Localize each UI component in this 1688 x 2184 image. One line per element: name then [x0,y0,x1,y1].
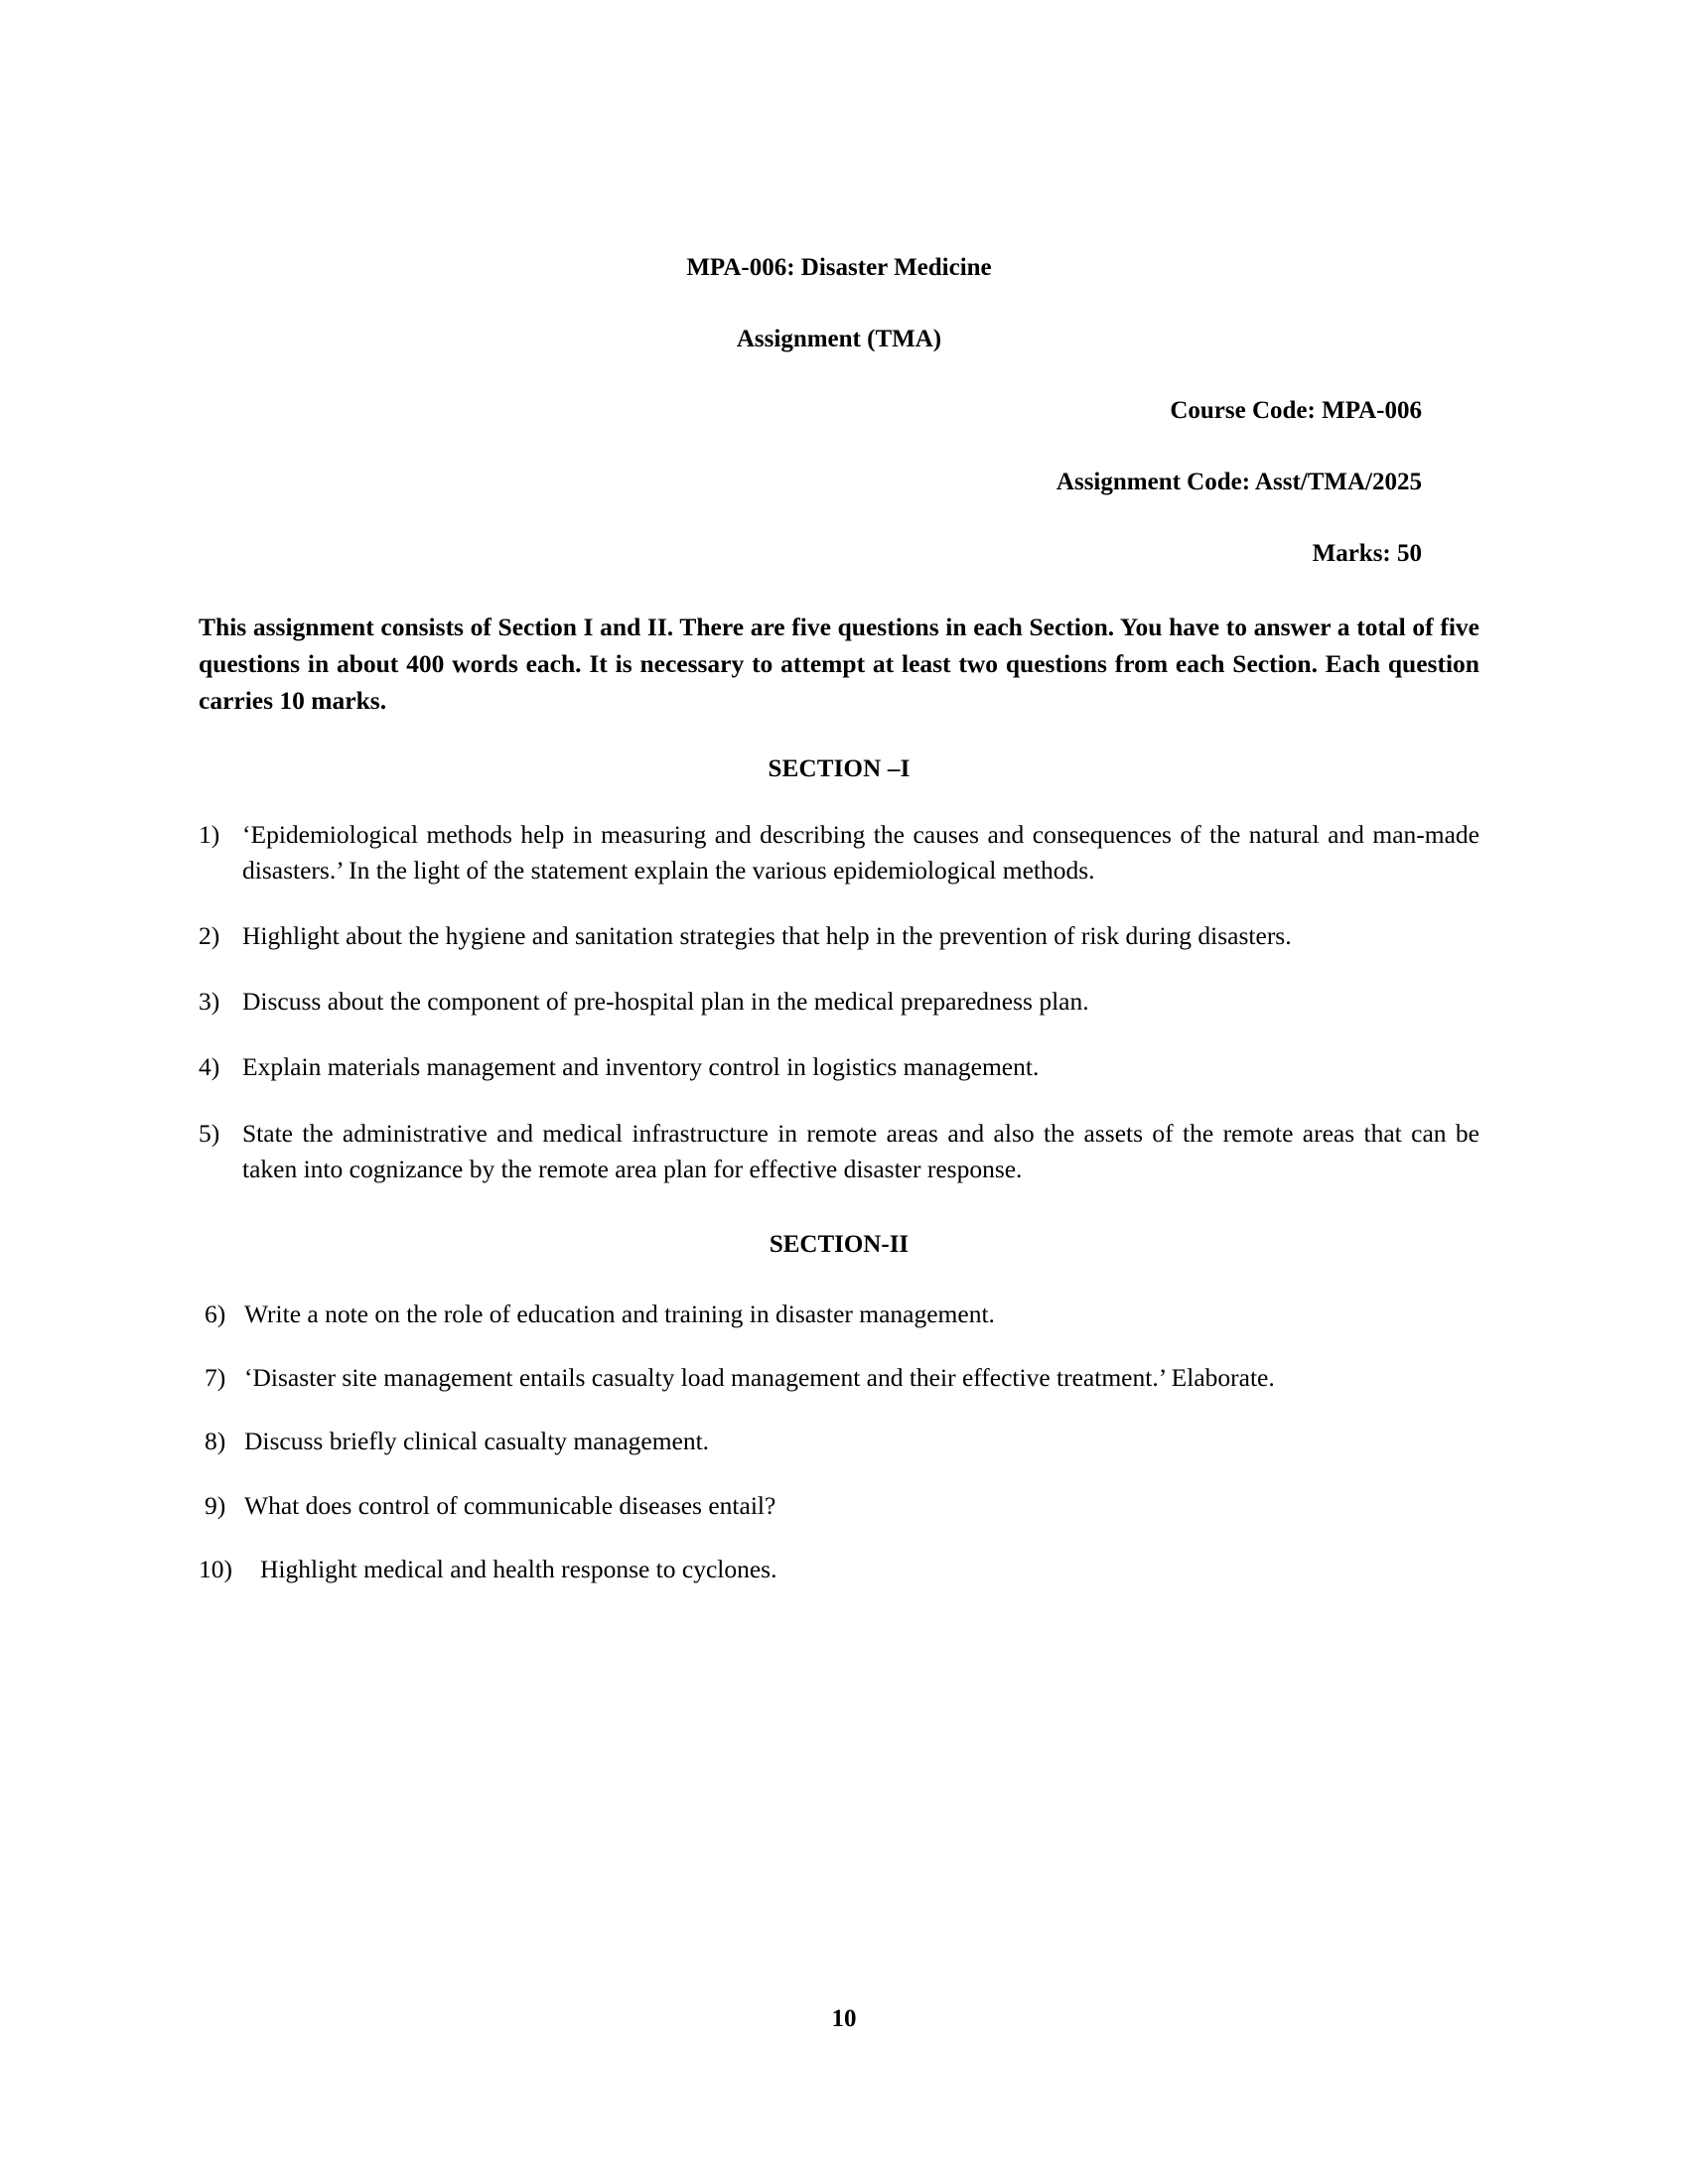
list-item [199,1116,1479,1187]
list-item [199,918,1479,954]
section-2-heading: SECTION-II [769,1231,910,1259]
question-number: 1) [199,819,220,849]
marks: Marks: 50 [1312,540,1422,567]
section-1-heading: SECTION –I [768,754,911,782]
question-number: 10) [199,1554,232,1583]
assignment-code: Assignment Code: Asst/TMA/2025 [1055,469,1422,495]
list-item [199,1360,1479,1396]
question-text: Discuss briefly clinical casualty management. [244,1427,710,1456]
list-item [199,984,1479,1020]
question-text: Explain materials management and inventory control in logistics management. [242,1052,1040,1082]
document-header [199,253,1479,569]
question-text: What does control of communicable diseases entail? [244,1490,776,1520]
list-item [199,1297,1479,1332]
document-body [199,253,1479,1615]
question-text: Highlight about the hygiene and sanitation strategies that help in the prevention of risk during disasters. [242,921,1292,951]
course-title: MPA-006: Disaster Medicine [686,254,992,281]
question-number: 9) [205,1490,226,1520]
list-item [199,1049,1479,1085]
question-text: ‘Epidemiological methods help in measuring and describing the causes and consequences of the natural and man-made disasters.’ In the light of the statement explain the various epidemiological methods. [242,819,1479,885]
question-number: 6) [205,1299,226,1329]
section-1-questions [199,817,1479,1187]
question-text: Highlight medical and health response to cyclones. [260,1554,777,1583]
list-item [199,1488,1479,1524]
list-item [199,1424,1479,1459]
question-text: Discuss about the component of pre-hospital plan in the medical preparedness plan. [242,987,1089,1017]
question-number: 3) [199,987,220,1017]
assignment-label: Assignment (TMA) [736,326,942,352]
page-number: 10 [831,2005,857,2032]
course-code: Course Code: MPA-006 [1170,397,1422,424]
question-number: 7) [205,1363,226,1393]
question-text: ‘Disaster site management entails casualty load management and their effective treatment.’ Elaborate. [244,1363,1275,1393]
question-number: 5) [199,1118,220,1148]
question-number: 4) [199,1052,220,1082]
section-2-questions [199,1297,1479,1587]
list-item [199,1552,1479,1587]
instructions-paragraph: This assignment consists of Section I and II. There are five questions in each Section. You have to answer a total of five questions in about 400 words each. It is necessary to attempt at least two questions from each Section. Each question carries 10 marks. [199,613,1479,716]
question-text: State the administrative and medical infrastructure in remote areas and also the assets of the remote areas that can be taken into cognizance by the remote area plan for effective disaster response. [242,1118,1479,1183]
list-item [199,817,1479,888]
question-text: Write a note on the role of education and training in disaster management. [244,1299,995,1329]
question-number: 2) [199,921,220,951]
question-number: 8) [205,1427,226,1456]
